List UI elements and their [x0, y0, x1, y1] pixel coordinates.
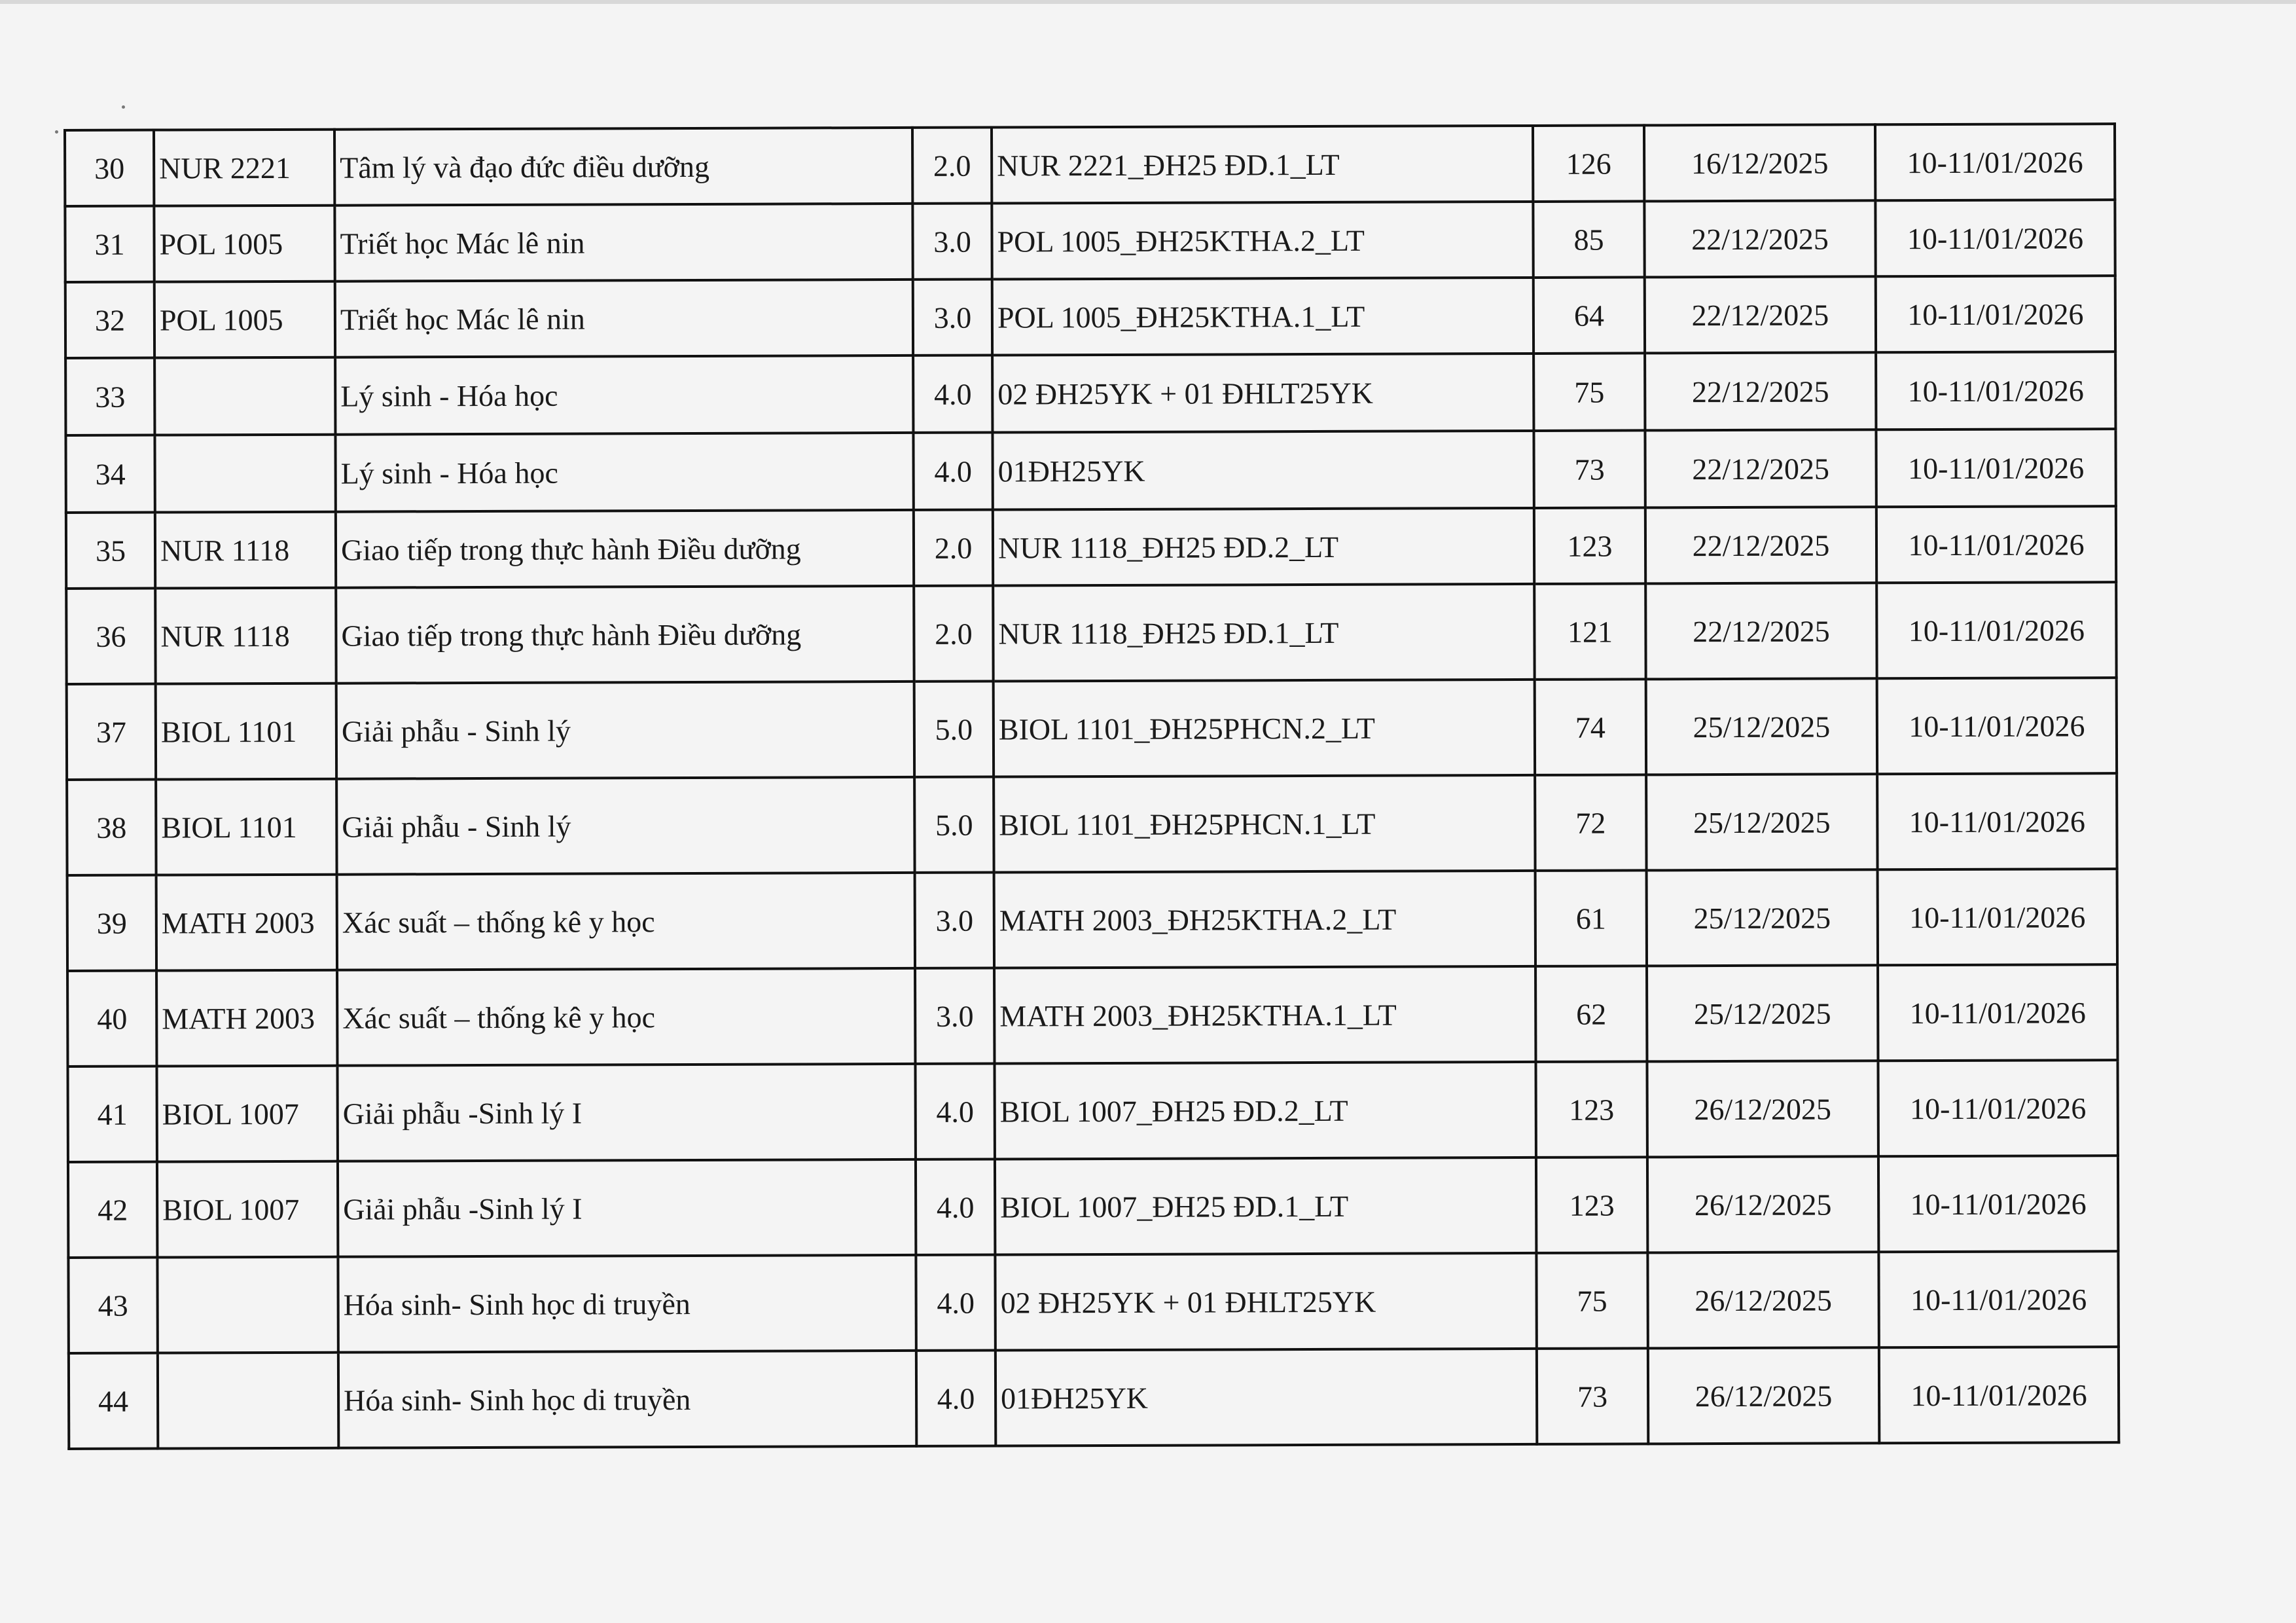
start-date-cell: 22/12/2025 [1645, 583, 1876, 679]
row-number-cell: 35 [66, 513, 155, 589]
exam-date-cell: 10-11/01/2026 [1875, 124, 2115, 200]
table-row [65, 124, 2115, 206]
class-code-cell: NUR 1118_ĐH25 ĐD.2_LT [993, 508, 1534, 586]
student-count-cell: 73 [1537, 1348, 1648, 1444]
course-name-cell: Giải phẫu -Sinh lý I [337, 1064, 915, 1161]
start-date-cell: 26/12/2025 [1647, 1061, 1878, 1157]
table-row [67, 964, 2117, 1067]
exam-date-cell: 10-11/01/2026 [1878, 964, 2117, 1061]
credits-cell: 5.0 [914, 682, 994, 777]
credits-cell: 4.0 [915, 1064, 994, 1159]
student-count-cell: 123 [1536, 1157, 1647, 1253]
table-body [65, 124, 2119, 1449]
row-number-cell: 37 [67, 684, 156, 780]
credits-cell: 2.0 [914, 586, 993, 682]
table-row [68, 1251, 2118, 1353]
exam-date-cell: 10-11/01/2026 [1876, 429, 2115, 507]
table-row [65, 200, 2115, 282]
exam-date-cell: 10-11/01/2026 [1877, 773, 2117, 869]
start-date-cell: 26/12/2025 [1647, 1252, 1878, 1348]
start-date-cell: 25/12/2025 [1646, 678, 1877, 775]
credits-cell: 2.0 [912, 128, 992, 204]
table-row [69, 1347, 2119, 1449]
student-count-cell: 85 [1533, 201, 1644, 278]
exam-date-cell: 10-11/01/2026 [1878, 869, 2117, 965]
credits-cell: 4.0 [913, 433, 992, 510]
course-name-cell: Giao tiếp trong thực hành Điều dưỡng [336, 586, 914, 684]
course-name-cell: Giao tiếp trong thực hành Điều dưỡng [336, 510, 914, 588]
student-count-cell: 61 [1535, 870, 1647, 966]
course-code-cell: BIOL 1007 [156, 1066, 337, 1162]
course-code-cell: NUR 1118 [155, 512, 336, 589]
start-date-cell: 26/12/2025 [1648, 1347, 1879, 1444]
exam-date-cell: 10-11/01/2026 [1876, 506, 2116, 583]
scan-speck [55, 130, 58, 134]
class-code-cell: MATH 2003_ĐH25KTHA.2_LT [994, 871, 1535, 968]
course-code-cell: BIOL 1101 [156, 779, 336, 875]
start-date-cell: 26/12/2025 [1647, 1156, 1878, 1252]
student-count-cell: 126 [1533, 125, 1644, 202]
course-name-cell: Hóa sinh- Sinh học di truyền [338, 1351, 916, 1448]
row-number-cell: 36 [66, 589, 155, 684]
course-code-cell: POL 1005 [154, 282, 335, 358]
exam-date-cell: 10-11/01/2026 [1876, 352, 2115, 429]
scan-speck [122, 105, 125, 109]
page-top-edge [0, 0, 2296, 4]
course-name-cell: Xác suất – thống kê y học [337, 968, 915, 1066]
class-code-cell: BIOL 1101_ĐH25PHCN.2_LT [994, 680, 1535, 777]
row-number-cell: 33 [65, 358, 154, 435]
class-code-cell: BIOL 1007_ĐH25 ĐD.1_LT [995, 1158, 1536, 1255]
class-code-cell: 01ĐH25YK [996, 1349, 1537, 1446]
class-code-cell: POL 1005_ĐH25KTHA.1_LT [992, 278, 1534, 356]
student-count-cell: 75 [1536, 1252, 1647, 1349]
course-code-cell [158, 1353, 338, 1449]
start-date-cell: 22/12/2025 [1645, 507, 1876, 583]
row-number-cell: 39 [67, 875, 156, 971]
student-count-cell: 74 [1535, 679, 1646, 775]
start-date-cell: 22/12/2025 [1644, 200, 1875, 277]
row-number-cell: 41 [67, 1067, 156, 1162]
exam-schedule-table [63, 122, 2120, 1450]
class-code-cell: BIOL 1007_ĐH25 ĐD.2_LT [994, 1062, 1535, 1159]
student-count-cell: 72 [1535, 775, 1646, 871]
course-code-cell: BIOL 1101 [156, 684, 336, 780]
course-name-cell: Lý sinh - Hóa học [335, 356, 913, 435]
course-name-cell: Triết học Mác lê nin [335, 280, 913, 357]
course-name-cell: Giải phẫu -Sinh lý I [338, 1159, 916, 1257]
table-row [65, 276, 2115, 358]
table-row [67, 869, 2117, 971]
start-date-cell: 25/12/2025 [1647, 965, 1878, 1061]
start-date-cell: 22/12/2025 [1645, 276, 1876, 353]
exam-date-cell: 10-11/01/2026 [1878, 1156, 2118, 1252]
table-row [67, 1060, 2117, 1162]
row-number-cell: 31 [65, 206, 154, 282]
table-row [66, 582, 2116, 684]
course-name-cell: Tâm lý và đạo đức điều dưỡng [334, 128, 912, 206]
credits-cell: 3.0 [913, 280, 992, 356]
credits-cell: 3.0 [912, 204, 992, 280]
exam-date-cell: 10-11/01/2026 [1878, 1060, 2117, 1156]
course-name-cell: Giải phẫu - Sinh lý [336, 682, 914, 779]
student-count-cell: 123 [1535, 1061, 1647, 1158]
course-code-cell: BIOL 1007 [157, 1161, 338, 1258]
class-code-cell: NUR 1118_ĐH25 ĐD.1_LT [993, 584, 1534, 682]
table-row [66, 506, 2116, 589]
class-code-cell: POL 1005_ĐH25KTHA.2_LT [992, 202, 1533, 280]
course-code-cell [154, 435, 335, 513]
credits-cell: 4.0 [913, 356, 992, 433]
table-row [67, 678, 2117, 780]
credits-cell: 4.0 [916, 1159, 995, 1255]
class-code-cell: 02 ĐH25YK + 01 ĐHLT25YK [992, 354, 1534, 433]
start-date-cell: 22/12/2025 [1645, 352, 1876, 430]
start-date-cell: 16/12/2025 [1644, 124, 1875, 201]
row-number-cell: 32 [65, 282, 154, 358]
row-number-cell: 34 [65, 435, 154, 513]
exam-date-cell: 10-11/01/2026 [1877, 678, 2117, 774]
course-name-cell: Giải phẫu - Sinh lý [336, 777, 914, 875]
student-count-cell: 73 [1534, 430, 1645, 508]
table-row [68, 1156, 2118, 1258]
row-number-cell: 30 [65, 130, 154, 206]
course-code-cell: NUR 2221 [154, 130, 334, 206]
class-code-cell: MATH 2003_ĐH25KTHA.1_LT [994, 966, 1535, 1064]
table-row [67, 773, 2117, 875]
credits-cell: 4.0 [916, 1351, 996, 1446]
course-name-cell: Xác suất – thống kê y học [337, 873, 915, 970]
row-number-cell: 44 [69, 1353, 158, 1449]
credits-cell: 3.0 [915, 968, 994, 1064]
table-row [65, 429, 2115, 513]
credits-cell: 2.0 [914, 510, 993, 586]
course-name-cell: Triết học Mác lê nin [334, 204, 912, 282]
course-name-cell: Lý sinh - Hóa học [335, 433, 913, 512]
start-date-cell: 25/12/2025 [1646, 774, 1877, 870]
course-code-cell [154, 357, 335, 435]
class-code-cell: BIOL 1101_ĐH25PHCN.1_LT [994, 775, 1535, 873]
student-count-cell: 64 [1534, 277, 1645, 354]
credits-cell: 5.0 [914, 777, 994, 873]
exam-date-cell: 10-11/01/2026 [1879, 1347, 2119, 1443]
row-number-cell: 38 [67, 780, 156, 875]
student-count-cell: 121 [1534, 583, 1645, 680]
student-count-cell: 123 [1534, 507, 1645, 584]
course-code-cell: MATH 2003 [156, 970, 337, 1067]
table-row [65, 352, 2115, 435]
student-count-cell: 62 [1535, 966, 1647, 1062]
course-code-cell [157, 1257, 338, 1353]
exam-date-cell: 10-11/01/2026 [1875, 200, 2115, 276]
class-code-cell: 02 ĐH25YK + 01 ĐHLT25YK [995, 1253, 1536, 1351]
row-number-cell: 43 [68, 1258, 157, 1353]
student-count-cell: 75 [1534, 353, 1645, 431]
course-code-cell: POL 1005 [154, 206, 334, 282]
class-code-cell: 01ĐH25YK [992, 431, 1534, 510]
course-name-cell: Hóa sinh- Sinh học di truyền [338, 1255, 916, 1353]
credits-cell: 4.0 [916, 1255, 995, 1351]
exam-date-cell: 10-11/01/2026 [1876, 276, 2115, 352]
course-code-cell: MATH 2003 [156, 875, 337, 971]
class-code-cell: NUR 2221_ĐH25 ĐD.1_LT [992, 126, 1533, 204]
exam-date-cell: 10-11/01/2026 [1876, 582, 2116, 678]
row-number-cell: 40 [67, 971, 156, 1067]
start-date-cell: 22/12/2025 [1645, 429, 1876, 507]
start-date-cell: 25/12/2025 [1647, 869, 1878, 966]
course-code-cell: NUR 1118 [155, 588, 336, 684]
row-number-cell: 42 [68, 1162, 157, 1258]
credits-cell: 3.0 [915, 873, 994, 968]
exam-date-cell: 10-11/01/2026 [1878, 1251, 2118, 1347]
